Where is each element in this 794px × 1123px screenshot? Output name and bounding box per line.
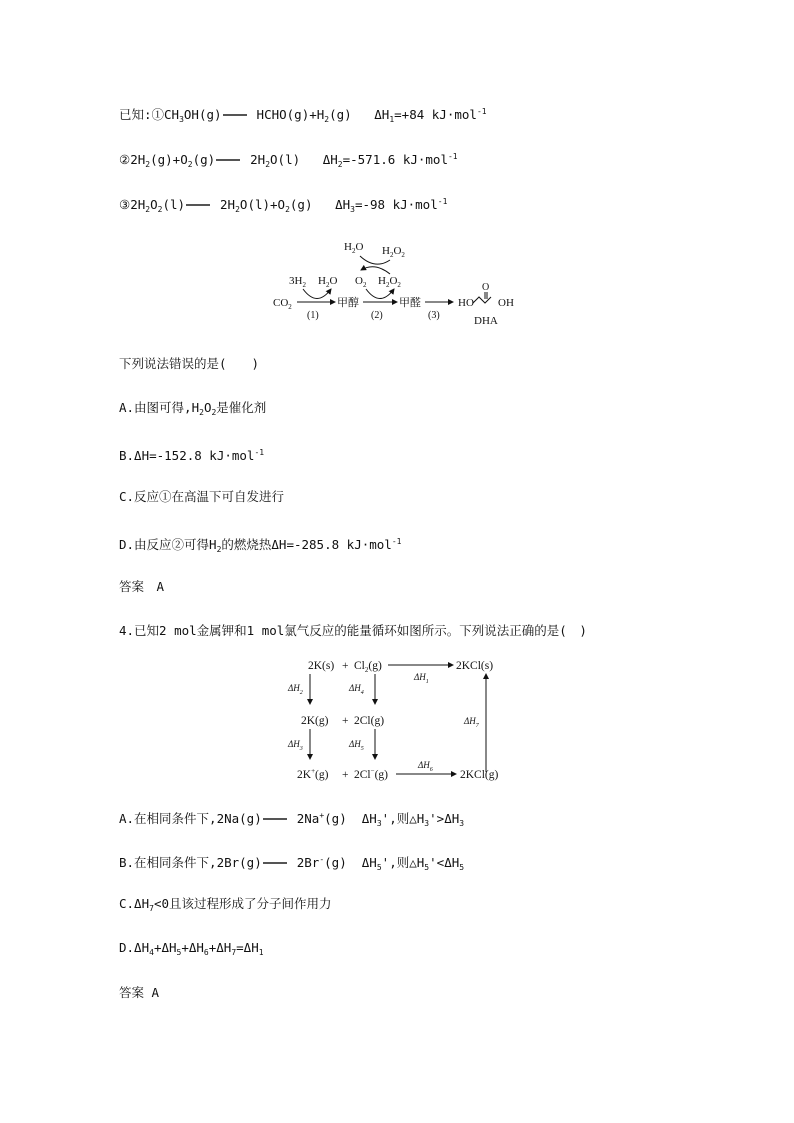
crossing-arrow-2	[361, 267, 390, 274]
cl2-label: $Cl_2(g)$	[354, 660, 382, 674]
question-4-stem: 4.已知2 mol金属钾和1 mol氯气反应的能量循环如图所示。下列说法正确的是( )	[119, 623, 587, 638]
cl-gas-label: 2Cl(g)	[354, 715, 385, 727]
question-4-answer: 答案 A	[119, 985, 160, 1000]
formaldehyde-label: 甲醛	[399, 297, 421, 309]
dha-ho-label: HO	[458, 297, 474, 309]
h2o-output-label: $H_2O$	[318, 275, 338, 289]
dh5-label: $\Delta H_5$	[349, 739, 364, 752]
co2-label: $CO_2$	[273, 297, 292, 311]
equals-sign	[186, 204, 210, 206]
question-3-answer: 答案 A	[119, 579, 165, 594]
step-1-label: (1)	[307, 310, 319, 321]
h2-input-label: $3H_2$	[289, 275, 306, 289]
given-reaction-3: $③2H_2O_2(l)$ $2H_2O(l)+O_2(g)$ $\Delta H_3=-98$ kJ·mol$^{-1}$	[119, 197, 448, 214]
dha-label: DHA	[474, 315, 498, 327]
dha-synthesis-diagram	[265, 232, 535, 332]
plus-sign: +	[342, 715, 349, 727]
equals-sign	[263, 818, 287, 820]
h2o-top-label: $H_2O$	[344, 241, 364, 255]
plus-sign: +	[342, 769, 349, 781]
cycle-arrow-2	[366, 289, 394, 299]
dh7-label: $\Delta H_7$	[464, 716, 479, 729]
kcl-gas-label: 2KCl(g)	[460, 769, 499, 781]
given-reaction-2: $②2H_2(g)+O_2(g)$ $2H_2O(l)$ $\Delta H_2=-571.6$ kJ·mol$^{-1}$	[119, 152, 458, 169]
k-ion-label: 2K+(g)	[297, 767, 329, 781]
question-4-option-a: A.在相同条件下,2Na(g) 2Na+(g) $\Delta H_3'$,则$\triangle H_3'>\Delta H_3$	[119, 811, 465, 828]
k-solid-label: 2K(s)	[308, 660, 335, 672]
cl-ion-label: 2Cl−(g)	[354, 767, 388, 781]
question-3-stem: 下列说法错误的是( )	[119, 356, 260, 371]
equals-sign	[263, 862, 287, 864]
h2o2-top-label: $H_2O_2$	[382, 245, 405, 259]
step-3-label: (3)	[428, 310, 440, 321]
dh4-label: $\Delta H_4$	[349, 683, 364, 696]
question-4-option-b: B.在相同条件下,2Br(g) 2Br-(g) $\Delta H_5'$,则$\triangle H_5'<\Delta H_5$	[119, 855, 465, 872]
plus-sign: +	[342, 660, 349, 672]
question-3-option-c: C.反应①在高温下可自发进行	[119, 489, 285, 504]
given-reaction-1: 已知$:①CH_3OH(g)$ $HCHO(g)+H_2(g)$ $\Delta H_1=+84$ kJ·mol$^{-1}$	[119, 107, 487, 124]
dha-skeleton	[473, 297, 491, 303]
h2o2-mid-label: $H_2O_2$	[378, 275, 401, 289]
dh3-label: $\Delta H_3$	[288, 739, 303, 752]
crossing-arrow-1	[360, 256, 390, 264]
dha-oh-label: OH	[498, 297, 514, 309]
equals-sign	[223, 114, 247, 116]
dh2-label: $\Delta H_2$	[288, 683, 303, 696]
question-3-option-a: A.由图可得$,H_2O_2$是催化剂	[119, 400, 267, 417]
kcl-solid-label: 2KCl(s)	[456, 660, 494, 672]
question-3-option-b: B.ΔH=-152.8 kJ·mol$^{-1}$	[119, 448, 265, 463]
question-3-option-d: D.由反应②可得$H_2$的燃烧热ΔH=-285.8 kJ·mol$^{-1}$	[119, 537, 402, 554]
question-4-option-c: $C.\Delta H_7<0$且该过程形成了分子间作用力	[119, 896, 332, 913]
methanol-label: 甲醇	[337, 297, 359, 309]
question-4-option-d: $D.\Delta H_4+\Delta H_5+\Delta H_6+\Delta H_7=\Delta H_1$	[119, 940, 264, 957]
cycle-arrow-1	[303, 289, 331, 299]
k-gas-label: 2K(g)	[301, 715, 329, 727]
dh6-label: $\Delta H_6$	[418, 760, 433, 773]
o2-label: $O_2$	[355, 275, 367, 289]
energy-cycle-diagram	[280, 654, 520, 786]
dh1-label: $\Delta H_1$	[414, 672, 429, 685]
equals-sign	[216, 159, 240, 161]
dha-o-label: O	[482, 282, 490, 293]
step-2-label: (2)	[371, 310, 383, 321]
